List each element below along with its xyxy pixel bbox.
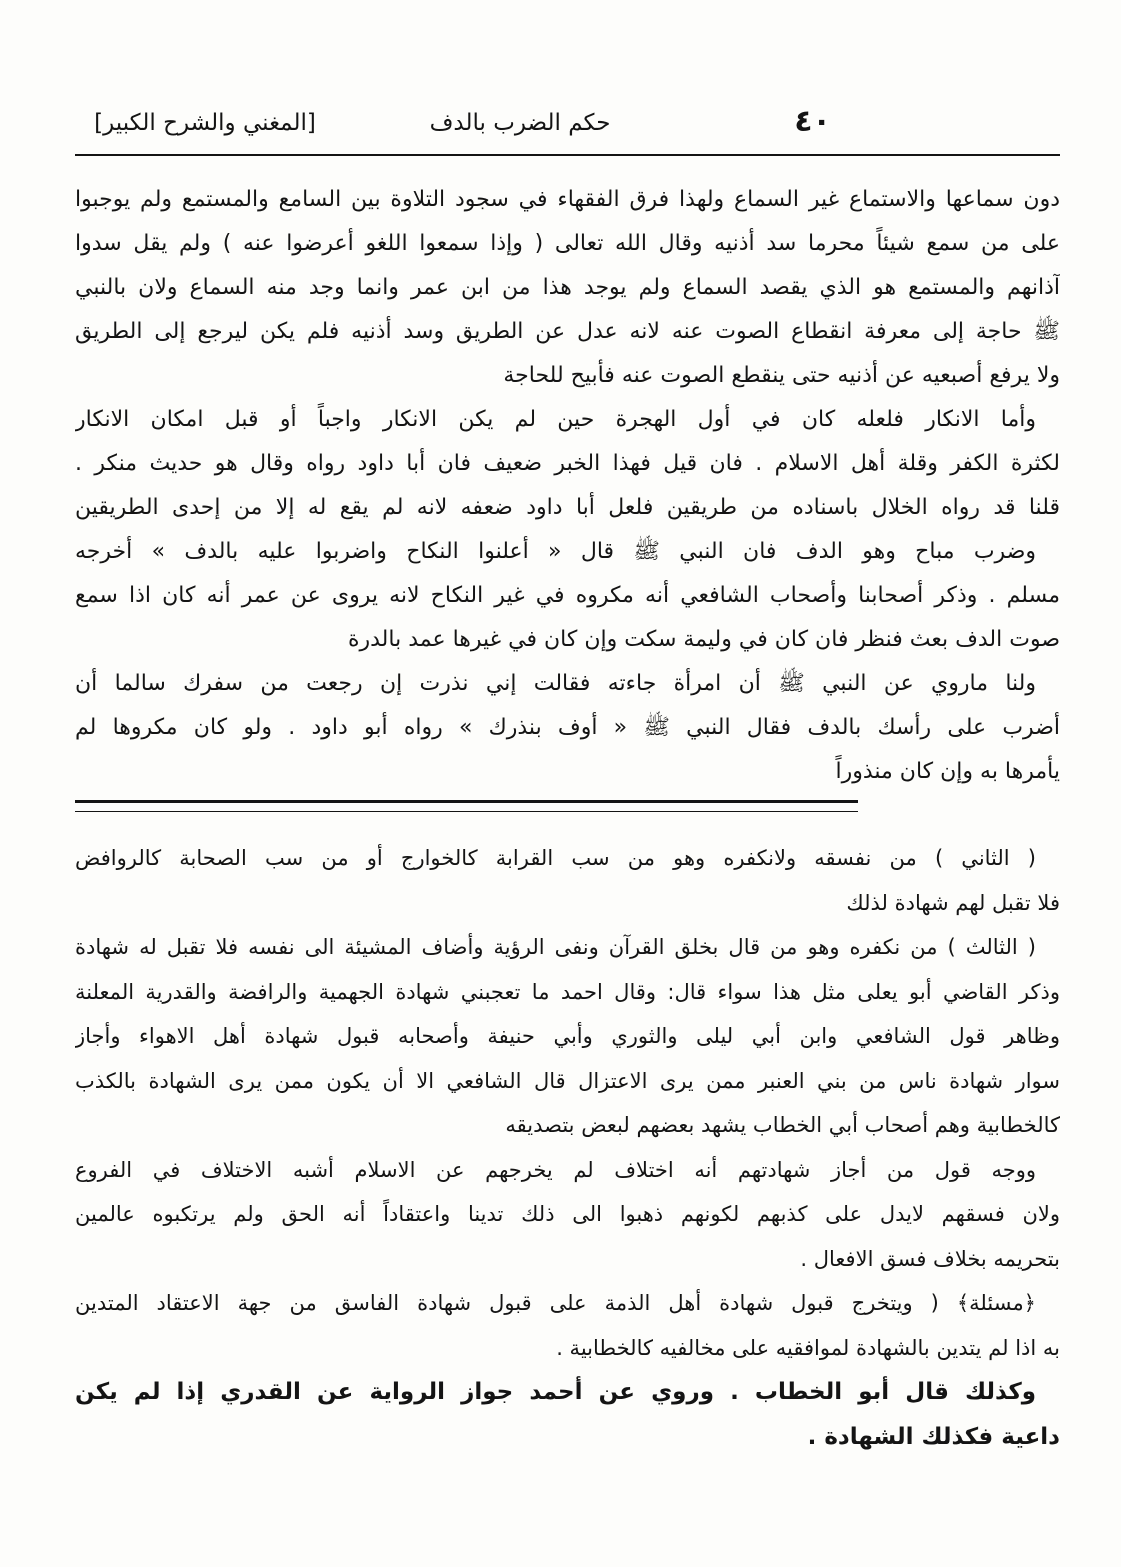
page-number: ٤٠ xyxy=(794,104,831,139)
commentary-line: ﴿مسئلة﴾ ( ويتخرج قبول شهادة أهل الذمة على قبول شهادة الفاسق من جهة الاعتقاد المتدين xyxy=(75,1291,1036,1315)
main-text-line: مسلم . وذكر أصحابنا وأصحاب الشافعي أنه مكروه في غير النكاح لانه يروى عن عمر أنه كان اذا سمع xyxy=(75,583,1060,608)
main-text-line: آذانهم والمستمع هو الذي يقصد السماع ولم يوجد هذا من ابن عمر وانما وجد منه السماع ولان بالنبي xyxy=(75,275,1060,300)
book-title: [المغني والشرح الكبير] xyxy=(94,110,316,136)
commentary-line: وكذلك قال أبو الخطاب . وروي عن أحمد جواز الرواية عن القدري إذا لم يكن xyxy=(75,1379,1036,1405)
header-rule xyxy=(75,154,1060,156)
main-text-line: ولا يرفع أصبعيه عن أذنيه حتى ينقطع الصوت عنه فأبيح للحاجة xyxy=(503,363,1060,388)
main-text-line: ولنا ماروي عن النبي ﷺ أن امرأة جاءته فقالت إني نذرت إن رجعت من سفرك سالما أن xyxy=(75,671,1036,696)
commentary-line: فلا تقبل لهم شهادة لذلك xyxy=(846,890,1060,915)
commentary-line: سوار شهادة ناس من بني العنبر ممن يرى الاعتزال قال الشافعي الا أن يكون ممن يرى الشهادة بالكذب xyxy=(75,1068,1060,1093)
footnote-separator-thin xyxy=(75,811,858,812)
main-text-line: لكثرة الكفر وقلة أهل الاسلام . فان قيل فهذا الخبر ضعيف فان أبا داود رواه وقال هو حديث منكر . xyxy=(75,451,1060,476)
main-text-line: صوت الدف بعث فنظر فان كان في وليمة سكت وإن كان في غيرها عمد بالدرة xyxy=(347,627,1060,652)
commentary-line: كالخطابية وهم أصحاب أبي الخطاب يشهد بعضهم لبعض بتصديقه xyxy=(505,1113,1060,1137)
commentary-line: به اذا لم يتدين بالشهادة لموافقيه على مخالفيه كالخطابية . xyxy=(556,1335,1060,1360)
commentary-line: وذكر القاضي أبو يعلى مثل هذا سواء قال: وقال احمد ما تعجبني شهادة الجهمية والرافضة والقدرية المعلنة xyxy=(75,979,1060,1004)
main-text xyxy=(75,178,1060,794)
commentary-line: وظاهر قول الشافعي وابن أبي ليلى والثوري وأبي حنيفة وأصحابه قبول شهادة أهل الاهواء وأجاز xyxy=(75,1024,1060,1048)
commentary-text xyxy=(75,836,1060,1459)
footnote-separator xyxy=(75,800,858,803)
chapter-title: حكم الضرب بالدف xyxy=(429,110,611,136)
commentary-line: ( الثالث ) من نكفره وهو من قال بخلق القرآن ونفى الرؤية وأضاف المشيئة الى نفسه فلا تقبل له شهادة xyxy=(75,935,1036,959)
main-text-line: وضرب مباح وهو الدف فان النبي ﷺ قال « أعلنوا النكاح واضربوا عليه بالدف » أخرجه xyxy=(75,539,1036,564)
main-text-line: ﷺ حاجة إلى معرفة انقطاع الصوت عنه لانه عدل عن الطريق وسد أذنيه فلم يكن ليرجع إلى الطريق xyxy=(75,319,1060,344)
commentary-line: داعية فكذلك الشهادة . xyxy=(807,1423,1060,1450)
main-text-line: يأمرها به وإن كان منذوراً xyxy=(835,759,1060,784)
main-text-line: على من سمع شيئاً محرما سد أذنيه وقال الله تعالى ( وإذا سمعوا اللغو أعرضوا عنه ) ولم يقل سدوا xyxy=(75,231,1060,256)
main-text-line: وأما الانكار فلعله كان في أول الهجرة حين لم يكن الانكار واجباً أو قبل امكان الانكار xyxy=(75,407,1036,432)
main-text-line: أضرب على رأسك بالدف فقال النبي ﷺ « أوف بنذرك » رواه أبو داود . ولو كان مكروها لم xyxy=(75,715,1060,740)
main-text-line: دون سماعها والاستماع غير السماع ولهذا فرق الفقهاء في سجود التلاوة بين السامع والمستمع ولم يوجبوا xyxy=(75,187,1060,212)
commentary-line: ( الثاني ) من نفسقه ولانكفره وهو من سب القرابة كالخوارج أو من سب الصحابة كالروافض xyxy=(75,846,1036,870)
main-text-line: قلنا قد رواه الخلال باسناده من طريقين فلعل أبا داود ضعفه لانه لم يقع له إلا من إحدى الطريقين xyxy=(75,495,1060,520)
commentary-line: بتحريمه بخلاف فسق الافعال . xyxy=(800,1246,1060,1271)
commentary-line: ولان فسقهم لايدل على كذبهم لكونهم ذهبوا الى ذلك تدينا واعتقاداً أنه الحق ولم يرتكبوه عالمين xyxy=(75,1202,1060,1226)
commentary-line: ووجه قول من أجاز شهادتهم أنه اختلاف لم يخرجهم عن الاسلام أشبه الاختلاف في الفروع xyxy=(75,1157,1036,1182)
